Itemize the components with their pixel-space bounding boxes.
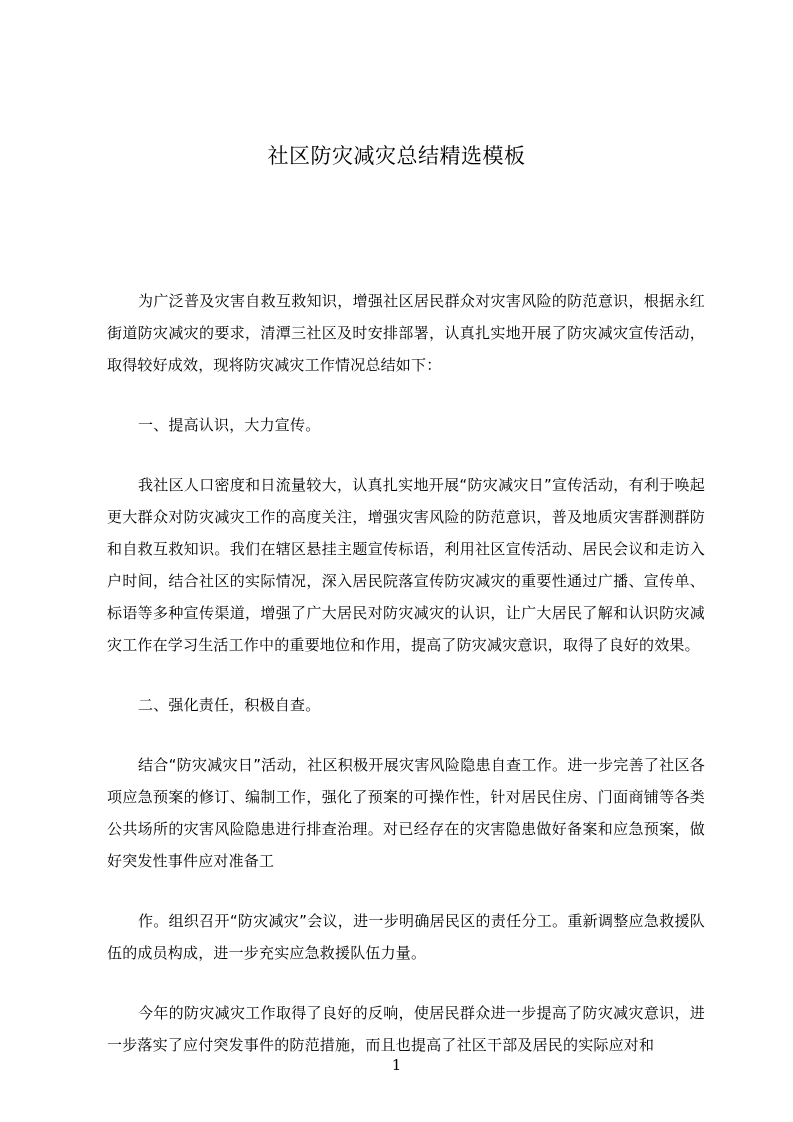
page-title: 社区防灾减灾总结精选模板 xyxy=(267,144,526,168)
section-heading-2: 二、强化责任，积极自查。 xyxy=(138,696,321,714)
paragraph-section-1: 我社区人口密度和日流量较大，认真扎实地开展“防灾减灾日”宣传活动，有利于唤起更大群众对防灾减灾工作的高度关注，增强灾害风险的防范意识，普及地质灾害群测群防和自救互救知识。我们在辖区悬挂主题宣传标语，利用社区宣传活动、居民会议和走访入户时间，结合社区的实际情况，深入居民院落宣传防灾减灾的重要性通过广播、宣传单、标语等多种宣传渠道，增强了广大居民对防灾减灾的认识，让广大居民了解和认识防灾减灾工作在学习生活工作中的重要地位和作用，提高了防灾减灾意识，取得了良好的效果。 xyxy=(107,476,705,654)
paragraph-section-2-continued: 作。组织召开“防灾减灾”会议，进一步明确居民区的责任分工。重新调整应急救援队伍的成员构成，进一步充实应急救援队伍力量。 xyxy=(107,912,705,962)
paragraph-conclusion: 今年的防灾减灾工作取得了良好的反响，使居民群众进一步提高了防灾减灾意识，进一步落实了应付突发事件的防范措施，而且也提高了社区干部及居民的实际应对和 xyxy=(107,1004,705,1054)
paragraph-section-2: 结合“防灾减灾日”活动，社区积极开展灾害风险隐患自查工作。进一步完善了社区各项应急预案的修订、编制工作，强化了预案的可操作性，针对居民住房、门面商铺等各类公共场所的灾害风险隐患进行排查治理。对已经存在的灾害隐患做好备案和应急预案，做好突发性事件应对准备工 xyxy=(107,756,705,870)
section-heading-1: 一、提高认识，大力宣传。 xyxy=(138,416,321,434)
page-number: 1 xyxy=(391,1056,402,1074)
document-body xyxy=(107,285,705,1089)
paragraph-intro: 为广泛普及灾害自救互救知识，增强社区居民群众对灾害风险的防范意识，根据永红街道防灾减灾的要求，清潭三社区及时安排部署，认真扎实地开展了防灾减灾宣传活动，取得较好成效，现将防灾减灾工作情况总结如下： xyxy=(107,292,705,374)
